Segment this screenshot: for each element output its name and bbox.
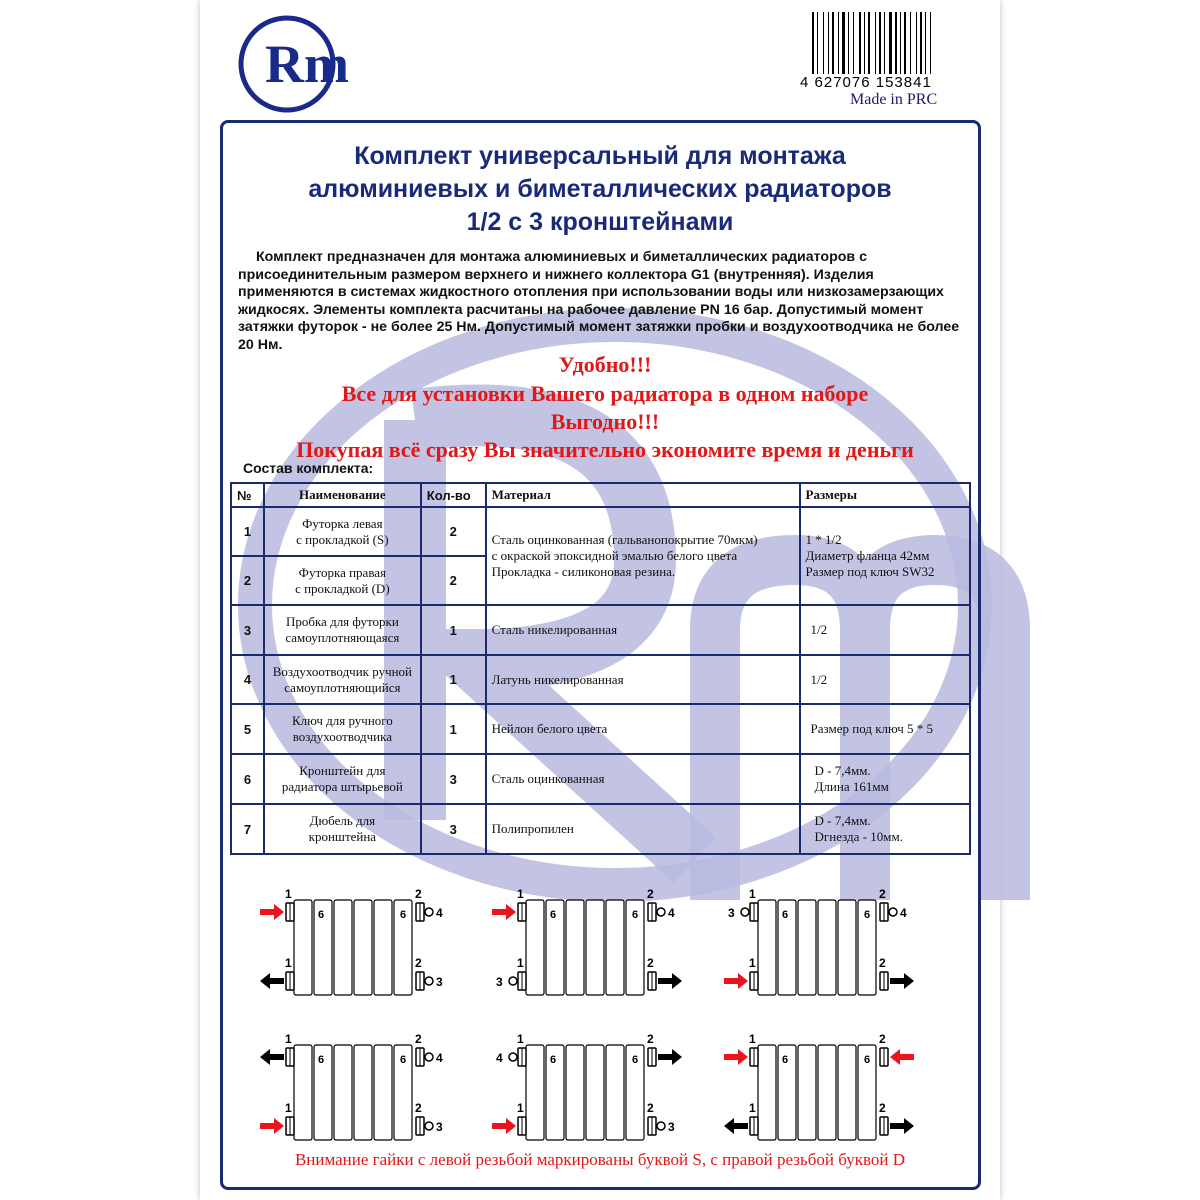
air-vent-icon bbox=[509, 1053, 517, 1061]
radiator-section bbox=[606, 1045, 624, 1140]
inflow-arrow bbox=[724, 973, 748, 989]
radiator-section bbox=[758, 900, 776, 995]
row-qty: 1 bbox=[421, 605, 486, 655]
fitting-number: 1 bbox=[285, 1101, 292, 1115]
barcode-bar bbox=[900, 12, 901, 74]
table-row bbox=[231, 804, 970, 854]
section-label-6: 6 bbox=[318, 909, 325, 921]
row-name: Пробка для футорки самоуплотняющаяся bbox=[264, 605, 421, 655]
fitting-number: 2 bbox=[879, 1101, 886, 1115]
radiator-diagram bbox=[260, 887, 443, 995]
inflow-arrow bbox=[492, 1118, 516, 1134]
radiator-section bbox=[838, 1045, 856, 1140]
row-name: Кронштейн для радиатора штырьевой bbox=[264, 754, 421, 804]
outflow-arrow bbox=[658, 973, 682, 989]
section-label-6: 6 bbox=[550, 1054, 557, 1066]
radiator-diagram bbox=[260, 1032, 443, 1140]
row-qty: 3 bbox=[421, 804, 486, 854]
radiator-section bbox=[818, 900, 836, 995]
plug-icon bbox=[425, 1122, 433, 1130]
installation-diagrams bbox=[250, 880, 960, 1160]
table-row bbox=[231, 507, 970, 556]
barcode-bar bbox=[904, 12, 906, 74]
row-material: Латунь никелированная bbox=[486, 655, 800, 704]
part-number: 4 bbox=[436, 906, 443, 920]
title-line-3: 1/2 с 3 кронштейнами bbox=[466, 208, 734, 236]
section-label-6: 6 bbox=[782, 909, 789, 921]
fitting-number: 2 bbox=[647, 1101, 654, 1115]
part-number: 4 bbox=[900, 906, 907, 920]
document-title bbox=[230, 140, 970, 239]
barcode-bar bbox=[838, 12, 839, 74]
row-num: 1 bbox=[231, 507, 264, 556]
part-number: 3 bbox=[496, 975, 503, 989]
part-number: 4 bbox=[496, 1051, 503, 1065]
fitting-number: 2 bbox=[879, 1032, 886, 1046]
header-num: № bbox=[231, 483, 264, 507]
row-num: 7 bbox=[231, 804, 264, 854]
barcode-bar bbox=[853, 12, 854, 74]
outflow-arrow bbox=[890, 973, 914, 989]
radiator-section bbox=[798, 900, 816, 995]
table-row bbox=[231, 754, 970, 804]
fitting-number: 2 bbox=[647, 1032, 654, 1046]
fitting-number: 2 bbox=[647, 956, 654, 970]
header-material: Материал bbox=[486, 483, 800, 507]
row-qty: 2 bbox=[421, 507, 486, 556]
row-material: Полипропилен bbox=[486, 804, 800, 854]
row-material: Сталь оцинкованная bbox=[486, 754, 800, 804]
row-material-shared: Сталь оцинкованная (гальванопокрытие 70мкм) с окраской эпоксидной эмалью белого цвета Прокладка - силиконовая резина. bbox=[486, 507, 800, 605]
fitting-number: 1 bbox=[517, 1032, 524, 1046]
radiator-section bbox=[818, 1045, 836, 1140]
air-vent-icon bbox=[425, 908, 433, 916]
radiator-section bbox=[374, 900, 392, 995]
table-header-row bbox=[231, 483, 970, 507]
row-size: D - 7,4мм. Длина 161мм bbox=[800, 754, 970, 804]
promo-line-4: Покупая всё сразу Вы значительно экономите время и деньги bbox=[296, 437, 914, 462]
section-label-6: 6 bbox=[864, 1054, 871, 1066]
barcode-image bbox=[812, 12, 972, 74]
barcode-bar bbox=[930, 12, 931, 74]
plug-icon bbox=[741, 908, 749, 916]
promo-line-2: Все для установки Вашего радиатора в одном наборе bbox=[341, 381, 869, 406]
air-vent-icon bbox=[657, 908, 665, 916]
table-row bbox=[231, 655, 970, 704]
row-material: Нейлон белого цвета bbox=[486, 704, 800, 754]
row-num: 6 bbox=[231, 754, 264, 804]
warning-text: Внимание гайки с левой резьбой маркированы буквой S, с правой резьбой буквой D bbox=[294, 1150, 906, 1169]
section-label-6: 6 bbox=[550, 909, 557, 921]
fitting-number: 1 bbox=[285, 1032, 292, 1046]
row-name: Дюбель для кронштейна bbox=[264, 804, 421, 854]
inflow-arrow bbox=[492, 904, 516, 920]
fitting-number: 2 bbox=[415, 1101, 422, 1115]
fitting-number: 2 bbox=[647, 887, 654, 901]
table-row bbox=[231, 704, 970, 754]
radiator-section bbox=[294, 1045, 312, 1140]
row-size: 1/2 bbox=[800, 655, 970, 704]
row-name: Футорка левая с прокладкой (S) bbox=[264, 507, 421, 556]
barcode-bar bbox=[925, 12, 926, 74]
radiator-section bbox=[526, 900, 544, 995]
barcode-bar bbox=[828, 12, 829, 74]
row-qty: 3 bbox=[421, 754, 486, 804]
section-label-6: 6 bbox=[632, 909, 639, 921]
fitting-number: 1 bbox=[749, 956, 756, 970]
row-qty: 1 bbox=[421, 704, 486, 754]
promo-line-3: Выгодно!!! bbox=[550, 409, 660, 434]
part-number: 4 bbox=[436, 1051, 443, 1065]
title-line-2: алюминиевых и биметаллических радиаторов bbox=[308, 175, 892, 203]
fitting-number: 2 bbox=[415, 956, 422, 970]
fitting-number: 2 bbox=[879, 956, 886, 970]
promo-line-1: Удобно!!! bbox=[558, 352, 652, 377]
radiator-section bbox=[374, 1045, 392, 1140]
fitting-number: 2 bbox=[415, 887, 422, 901]
radiator-section bbox=[758, 1045, 776, 1140]
parts-table bbox=[230, 482, 971, 855]
table-row bbox=[231, 605, 970, 655]
row-num: 2 bbox=[231, 556, 264, 605]
barcode-bar bbox=[920, 12, 922, 74]
plug-icon bbox=[509, 977, 517, 985]
barcode-bar bbox=[842, 12, 845, 74]
section-label-6: 6 bbox=[400, 1054, 407, 1066]
radiator-section bbox=[354, 1045, 372, 1140]
row-qty: 1 bbox=[421, 655, 486, 704]
barcode-bar bbox=[879, 12, 881, 74]
barcode-bar bbox=[910, 12, 911, 74]
barcode-bar bbox=[832, 12, 834, 74]
plug-icon bbox=[657, 1122, 665, 1130]
row-num: 5 bbox=[231, 704, 264, 754]
inflow-arrow bbox=[260, 904, 284, 920]
radiator-section bbox=[334, 900, 352, 995]
barcode-bar bbox=[875, 12, 876, 74]
part-number: 3 bbox=[436, 975, 443, 989]
title-line-1: Комплект универсальный для монтажа bbox=[354, 142, 846, 170]
radiator-section bbox=[606, 900, 624, 995]
radiator-section bbox=[838, 900, 856, 995]
brand-logo bbox=[235, 12, 349, 116]
section-label-6: 6 bbox=[318, 1054, 325, 1066]
barcode-bar bbox=[889, 12, 892, 74]
row-num: 3 bbox=[231, 605, 264, 655]
fitting-number: 2 bbox=[415, 1032, 422, 1046]
barcode-bar bbox=[868, 12, 870, 74]
row-num: 4 bbox=[231, 655, 264, 704]
barcode-bar bbox=[864, 12, 865, 74]
inflow-arrow bbox=[890, 1049, 914, 1065]
barcode-bar bbox=[812, 12, 814, 74]
inflow-arrow bbox=[260, 1118, 284, 1134]
description-text: Комплект предназначен для монтажа алюминиевых и биметаллических радиаторов с присоединительным размером верхнего и нижнего коллектора G1 (внутренняя). Изделия применяются в системах жидкостного отопления при использовании воды или низкозамерзающих жидкосях. Элементы комплекта расчитаны на рабочее давление PN 16 бар. Допустимый момент затяжки футорок - не более 25 Нм. Допустимый момент затяжки пробки и воздухоотводчика не более 20 Нм. bbox=[238, 249, 960, 353]
radiator-diagram bbox=[492, 887, 682, 995]
section-label-6: 6 bbox=[400, 909, 407, 921]
radiator-section bbox=[294, 900, 312, 995]
fitting-number: 1 bbox=[749, 1101, 756, 1115]
fitting-number: 1 bbox=[285, 956, 292, 970]
row-name: Футорка правая с прокладкой (D) bbox=[264, 556, 421, 605]
header-name: Наименование bbox=[264, 483, 421, 507]
air-vent-icon bbox=[425, 1053, 433, 1061]
fitting-number: 1 bbox=[517, 1101, 524, 1115]
air-vent-icon bbox=[889, 908, 897, 916]
barcode-bar bbox=[823, 12, 824, 74]
row-size: D - 7,4мм. Dгнезда - 10мм. bbox=[800, 804, 970, 854]
part-number: 3 bbox=[436, 1120, 443, 1134]
barcode-bar bbox=[859, 12, 861, 74]
section-label-6: 6 bbox=[864, 909, 871, 921]
part-number: 4 bbox=[668, 906, 675, 920]
outflow-arrow bbox=[890, 1118, 914, 1134]
plug-icon bbox=[425, 977, 433, 985]
header-size: Размеры bbox=[800, 483, 970, 507]
part-number: 3 bbox=[728, 906, 735, 920]
radiator-section bbox=[586, 1045, 604, 1140]
radiator-diagram bbox=[724, 887, 914, 995]
row-size: 1/2 bbox=[800, 605, 970, 655]
outflow-arrow bbox=[724, 1118, 748, 1134]
fitting-number: 1 bbox=[517, 887, 524, 901]
row-size-shared: 1 * 1/2 Диаметр фланца 42мм Размер под ключ SW32 bbox=[800, 507, 970, 605]
radiator-section bbox=[566, 900, 584, 995]
section-label-6: 6 bbox=[632, 1054, 639, 1066]
outflow-arrow bbox=[658, 1049, 682, 1065]
header-qty: Кол-во bbox=[421, 483, 486, 507]
barcode-bar bbox=[895, 12, 897, 74]
logo-letter-r: Rm bbox=[265, 34, 349, 94]
fitting-number: 1 bbox=[749, 1032, 756, 1046]
radiator-section bbox=[354, 900, 372, 995]
radiator-section bbox=[526, 1045, 544, 1140]
radiator-diagram bbox=[492, 1032, 682, 1140]
radiator-section bbox=[586, 900, 604, 995]
barcode-bar bbox=[884, 12, 885, 74]
inflow-arrow bbox=[724, 1049, 748, 1065]
outflow-arrow bbox=[260, 973, 284, 989]
barcode-bar bbox=[848, 12, 849, 74]
fitting-number: 2 bbox=[879, 887, 886, 901]
radiator-section bbox=[334, 1045, 352, 1140]
composition-label: Состав комплекта: bbox=[243, 460, 374, 476]
fitting-number: 1 bbox=[749, 887, 756, 901]
outflow-arrow bbox=[260, 1049, 284, 1065]
radiator-diagram bbox=[724, 1032, 914, 1140]
fitting-number: 1 bbox=[517, 956, 524, 970]
barcode-bar bbox=[817, 12, 818, 74]
part-number: 3 bbox=[668, 1120, 675, 1134]
section-label-6: 6 bbox=[782, 1054, 789, 1066]
row-qty: 2 bbox=[421, 556, 486, 605]
fitting-number: 1 bbox=[285, 887, 292, 901]
barcode-bar bbox=[916, 12, 917, 74]
radiator-section bbox=[798, 1045, 816, 1140]
radiator-section bbox=[566, 1045, 584, 1140]
row-material: Сталь никелированная bbox=[486, 605, 800, 655]
row-size: Размер под ключ 5 * 5 bbox=[800, 704, 970, 754]
made-in-label: Made in PRC bbox=[850, 91, 938, 108]
row-name: Ключ для ручного воздухоотводчика bbox=[264, 704, 421, 754]
barcode-number: 4 627076 153841 bbox=[800, 74, 932, 91]
row-name: Воздухоотводчик ручной самоуплотняющийся bbox=[264, 655, 421, 704]
